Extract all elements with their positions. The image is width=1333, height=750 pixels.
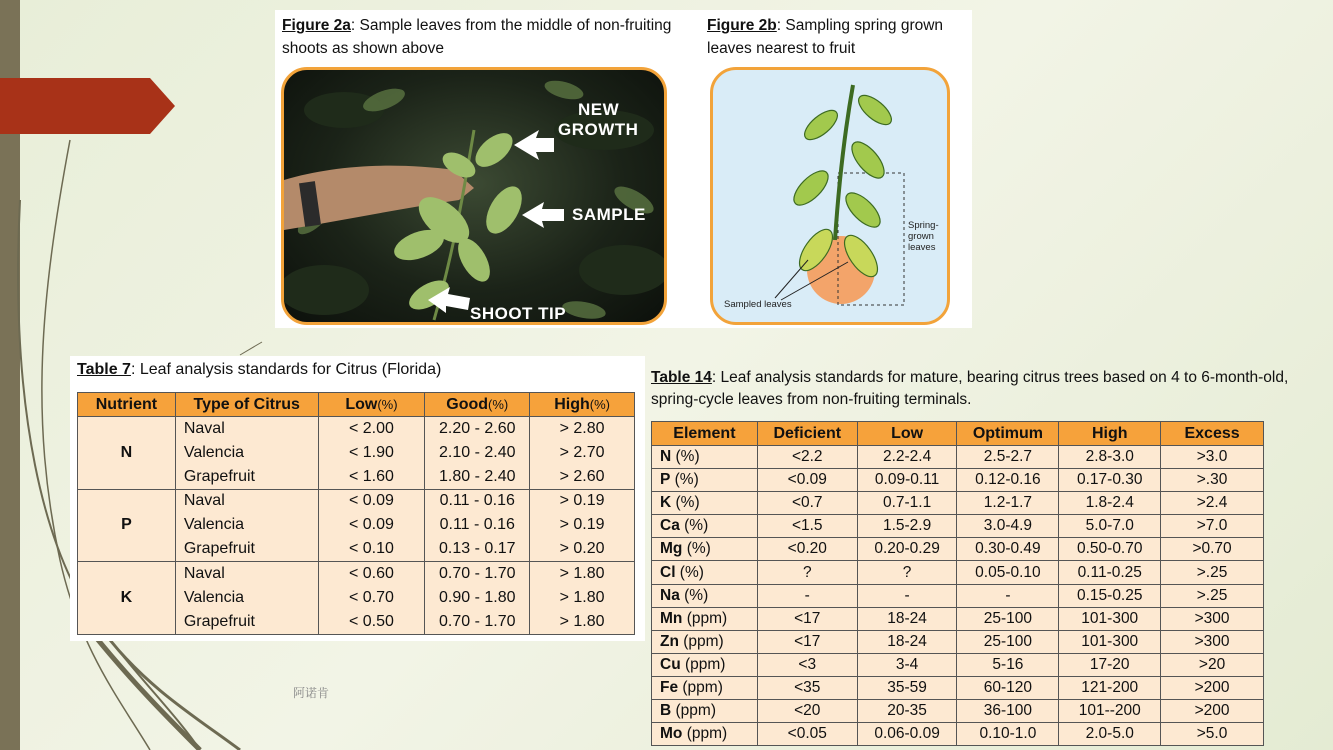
- deficient-cell: <20: [757, 700, 857, 723]
- low-cell: < 0.50: [318, 610, 425, 634]
- deficient-cell: <1.5: [757, 515, 857, 538]
- optimum-cell: 5-16: [957, 653, 1059, 676]
- header-nutrient: Nutrient: [78, 393, 176, 417]
- low-cell: 0.20-0.29: [857, 538, 957, 561]
- good-cell: 0.70 - 1.70: [425, 562, 530, 586]
- element-cell: Mo (ppm): [652, 723, 758, 746]
- deficient-cell: <3: [757, 653, 857, 676]
- table-row: [78, 489, 635, 513]
- low-cell: < 0.70: [318, 586, 425, 610]
- deficient-cell: <2.2: [757, 446, 857, 469]
- nutrient-cell: P: [78, 489, 176, 562]
- high-cell: > 2.60: [530, 465, 635, 489]
- high-cell: > 1.80: [530, 562, 635, 586]
- mature-citrus-standards-table: [651, 421, 1264, 746]
- low-cell: < 1.60: [318, 465, 425, 489]
- figure-2a-caption: [282, 14, 682, 60]
- optimum-cell: 0.12-0.16: [957, 469, 1059, 492]
- leaf-sampling-photo: [281, 67, 667, 325]
- deficient-cell: <0.20: [757, 538, 857, 561]
- table-7-text: : Leaf analysis standards for Citrus (Florida): [130, 361, 442, 378]
- table-row: [652, 515, 1264, 538]
- element-cell: N (%): [652, 446, 758, 469]
- table-row: [652, 584, 1264, 607]
- spring-leaves-diagram: [710, 67, 950, 325]
- high-cell: 1.8-2.4: [1059, 492, 1161, 515]
- high-cell: 5.0-7.0: [1059, 515, 1161, 538]
- high-cell: 101-300: [1059, 630, 1161, 653]
- deficient-cell: <0.05: [757, 723, 857, 746]
- table-14-caption: [651, 367, 1331, 411]
- optimum-cell: 25-100: [957, 607, 1059, 630]
- type-cell: Naval: [175, 562, 318, 586]
- good-cell: 0.11 - 0.16: [425, 489, 530, 513]
- pentagon-arrow-icon: [0, 78, 175, 134]
- excess-cell: >300: [1161, 630, 1264, 653]
- sampled-leaves-label: Sampled leaves: [724, 299, 792, 310]
- nutrient-cell: K: [78, 562, 176, 635]
- figure-2b-caption: [707, 14, 972, 60]
- high-cell: 0.17-0.30: [1059, 469, 1161, 492]
- excess-cell: >0.70: [1161, 538, 1264, 561]
- type-cell: Valencia: [175, 513, 318, 537]
- table-row: [652, 723, 1264, 746]
- table-row: [652, 561, 1264, 584]
- optimum-cell: 0.10-1.0: [957, 723, 1059, 746]
- header-good: Good(%): [425, 393, 530, 417]
- low-cell: 0.09-0.11: [857, 469, 957, 492]
- figure-2a-label: Figure 2a: [282, 17, 351, 34]
- low-cell: 3-4: [857, 653, 957, 676]
- low-cell: -: [857, 584, 957, 607]
- element-cell: Cu (ppm): [652, 653, 758, 676]
- excess-cell: >200: [1161, 676, 1264, 699]
- deficient-cell: <17: [757, 630, 857, 653]
- low-cell: ?: [857, 561, 957, 584]
- excess-cell: >20: [1161, 653, 1264, 676]
- table-14-text: : Leaf analysis standards for mature, bearing citrus trees based on 4 to 6-month-old, spring-cycle leaves from non-fruiting terminals.: [651, 369, 1289, 408]
- excess-cell: >.25: [1161, 561, 1264, 584]
- table-row: [652, 492, 1264, 515]
- table-14-label: Table 14: [651, 369, 712, 386]
- sample-label: SAMPLE: [572, 205, 646, 224]
- optimum-cell: 25-100: [957, 630, 1059, 653]
- optimum-cell: 36-100: [957, 700, 1059, 723]
- high-cell: > 1.80: [530, 610, 635, 634]
- good-cell: 1.80 - 2.40: [425, 465, 530, 489]
- good-cell: 2.10 - 2.40: [425, 441, 530, 465]
- excess-cell: >.25: [1161, 584, 1264, 607]
- spring-grown-label-2: grown: [908, 231, 934, 242]
- table-7-panel: [70, 356, 645, 641]
- type-cell: Grapefruit: [175, 537, 318, 561]
- good-cell: 0.90 - 1.80: [425, 586, 530, 610]
- low-cell: 2.2-2.4: [857, 446, 957, 469]
- optimum-cell: 1.2-1.7: [957, 492, 1059, 515]
- header-low: Low: [857, 422, 957, 446]
- low-cell: 20-35: [857, 700, 957, 723]
- type-cell: Valencia: [175, 441, 318, 465]
- optimum-cell: -: [957, 584, 1059, 607]
- element-cell: Na (%): [652, 584, 758, 607]
- high-cell: > 0.20: [530, 537, 635, 561]
- figure-panel: [275, 10, 972, 328]
- low-cell: < 0.09: [318, 489, 425, 513]
- type-cell: Grapefruit: [175, 610, 318, 634]
- good-cell: 2.20 - 2.60: [425, 417, 530, 441]
- header-optimum: Optimum: [957, 422, 1059, 446]
- low-cell: < 1.90: [318, 441, 425, 465]
- optimum-cell: 0.05-0.10: [957, 561, 1059, 584]
- optimum-cell: 0.30-0.49: [957, 538, 1059, 561]
- shoot-tip-label: SHOOT TIP: [470, 304, 567, 323]
- deficient-cell: ?: [757, 561, 857, 584]
- type-cell: Valencia: [175, 586, 318, 610]
- high-cell: > 1.80: [530, 586, 635, 610]
- optimum-cell: 2.5-2.7: [957, 446, 1059, 469]
- low-cell: 0.06-0.09: [857, 723, 957, 746]
- table-row: [652, 653, 1264, 676]
- element-cell: Zn (ppm): [652, 630, 758, 653]
- excess-cell: >2.4: [1161, 492, 1264, 515]
- low-cell: < 2.00: [318, 417, 425, 441]
- header-type: Type of Citrus: [175, 393, 318, 417]
- table-row: [652, 538, 1264, 561]
- high-cell: 0.11-0.25: [1059, 561, 1161, 584]
- element-cell: B (ppm): [652, 700, 758, 723]
- header-deficient: Deficient: [757, 422, 857, 446]
- high-cell: 101-300: [1059, 607, 1161, 630]
- header-low: Low(%): [318, 393, 425, 417]
- type-cell: Naval: [175, 417, 318, 441]
- high-cell: 121-200: [1059, 676, 1161, 699]
- good-cell: 0.11 - 0.16: [425, 513, 530, 537]
- high-cell: 2.8-3.0: [1059, 446, 1161, 469]
- high-cell: > 0.19: [530, 513, 635, 537]
- header-element: Element: [652, 422, 758, 446]
- low-cell: 18-24: [857, 607, 957, 630]
- good-cell: 0.70 - 1.70: [425, 610, 530, 634]
- spring-grown-label-1: Spring-: [908, 220, 939, 231]
- table-row: [652, 676, 1264, 699]
- low-cell: < 0.09: [318, 513, 425, 537]
- header-excess: Excess: [1161, 422, 1264, 446]
- new-growth-label-line2: GROWTH: [558, 120, 639, 139]
- high-cell: 101--200: [1059, 700, 1161, 723]
- type-cell: Naval: [175, 489, 318, 513]
- optimum-cell: 60-120: [957, 676, 1059, 699]
- good-cell: 0.13 - 0.17: [425, 537, 530, 561]
- element-cell: Mg (%): [652, 538, 758, 561]
- table-row: [652, 607, 1264, 630]
- type-cell: Grapefruit: [175, 465, 318, 489]
- figure-2b-text: : Sampling spring grown leaves nearest to fruit: [707, 17, 944, 57]
- header-high: High(%): [530, 393, 635, 417]
- excess-cell: >200: [1161, 700, 1264, 723]
- watermark-text: 阿诺肯: [293, 686, 330, 700]
- excess-cell: >300: [1161, 607, 1264, 630]
- nutrient-cell: N: [78, 417, 176, 490]
- low-cell: < 0.60: [318, 562, 425, 586]
- optimum-cell: 3.0-4.9: [957, 515, 1059, 538]
- element-cell: Ca (%): [652, 515, 758, 538]
- table-7-label: Table 7: [77, 361, 131, 378]
- spring-grown-label-3: leaves: [908, 242, 936, 253]
- excess-cell: >7.0: [1161, 515, 1264, 538]
- low-cell: 18-24: [857, 630, 957, 653]
- table-row: [652, 446, 1264, 469]
- element-cell: K (%): [652, 492, 758, 515]
- figure-2a-text: : Sample leaves from the middle of non-fruiting shoots as shown above: [282, 17, 672, 57]
- element-cell: P (%): [652, 469, 758, 492]
- diagram-illustration: [713, 70, 950, 325]
- deficient-cell: <0.09: [757, 469, 857, 492]
- element-cell: Mn (ppm): [652, 607, 758, 630]
- table-header-row: [78, 393, 635, 417]
- high-cell: 0.15-0.25: [1059, 584, 1161, 607]
- table-14-body: [652, 446, 1264, 746]
- citrus-florida-standards-table: [77, 392, 635, 635]
- high-cell: 0.50-0.70: [1059, 538, 1161, 561]
- element-cell: Fe (ppm): [652, 676, 758, 699]
- deficient-cell: <17: [757, 607, 857, 630]
- element-cell: Cl (%): [652, 561, 758, 584]
- figure-2b-label: Figure 2b: [707, 17, 777, 34]
- high-cell: > 2.80: [530, 417, 635, 441]
- high-cell: 2.0-5.0: [1059, 723, 1161, 746]
- deficient-cell: <0.7: [757, 492, 857, 515]
- table-row: [78, 562, 635, 586]
- table-row: [78, 417, 635, 441]
- excess-cell: >.30: [1161, 469, 1264, 492]
- table-row: [652, 469, 1264, 492]
- new-growth-label-line1: NEW: [578, 100, 620, 119]
- high-cell: > 2.70: [530, 441, 635, 465]
- low-cell: 0.7-1.1: [857, 492, 957, 515]
- high-cell: 17-20: [1059, 653, 1161, 676]
- table-row: [652, 630, 1264, 653]
- table-7-caption: [77, 361, 441, 379]
- excess-cell: >3.0: [1161, 446, 1264, 469]
- table-row: [652, 700, 1264, 723]
- deficient-cell: <35: [757, 676, 857, 699]
- deficient-cell: -: [757, 584, 857, 607]
- low-cell: < 0.10: [318, 537, 425, 561]
- high-cell: > 0.19: [530, 489, 635, 513]
- excess-cell: >5.0: [1161, 723, 1264, 746]
- table-header-row: [652, 422, 1264, 446]
- low-cell: 1.5-2.9: [857, 515, 957, 538]
- header-high: High: [1059, 422, 1161, 446]
- low-cell: 35-59: [857, 676, 957, 699]
